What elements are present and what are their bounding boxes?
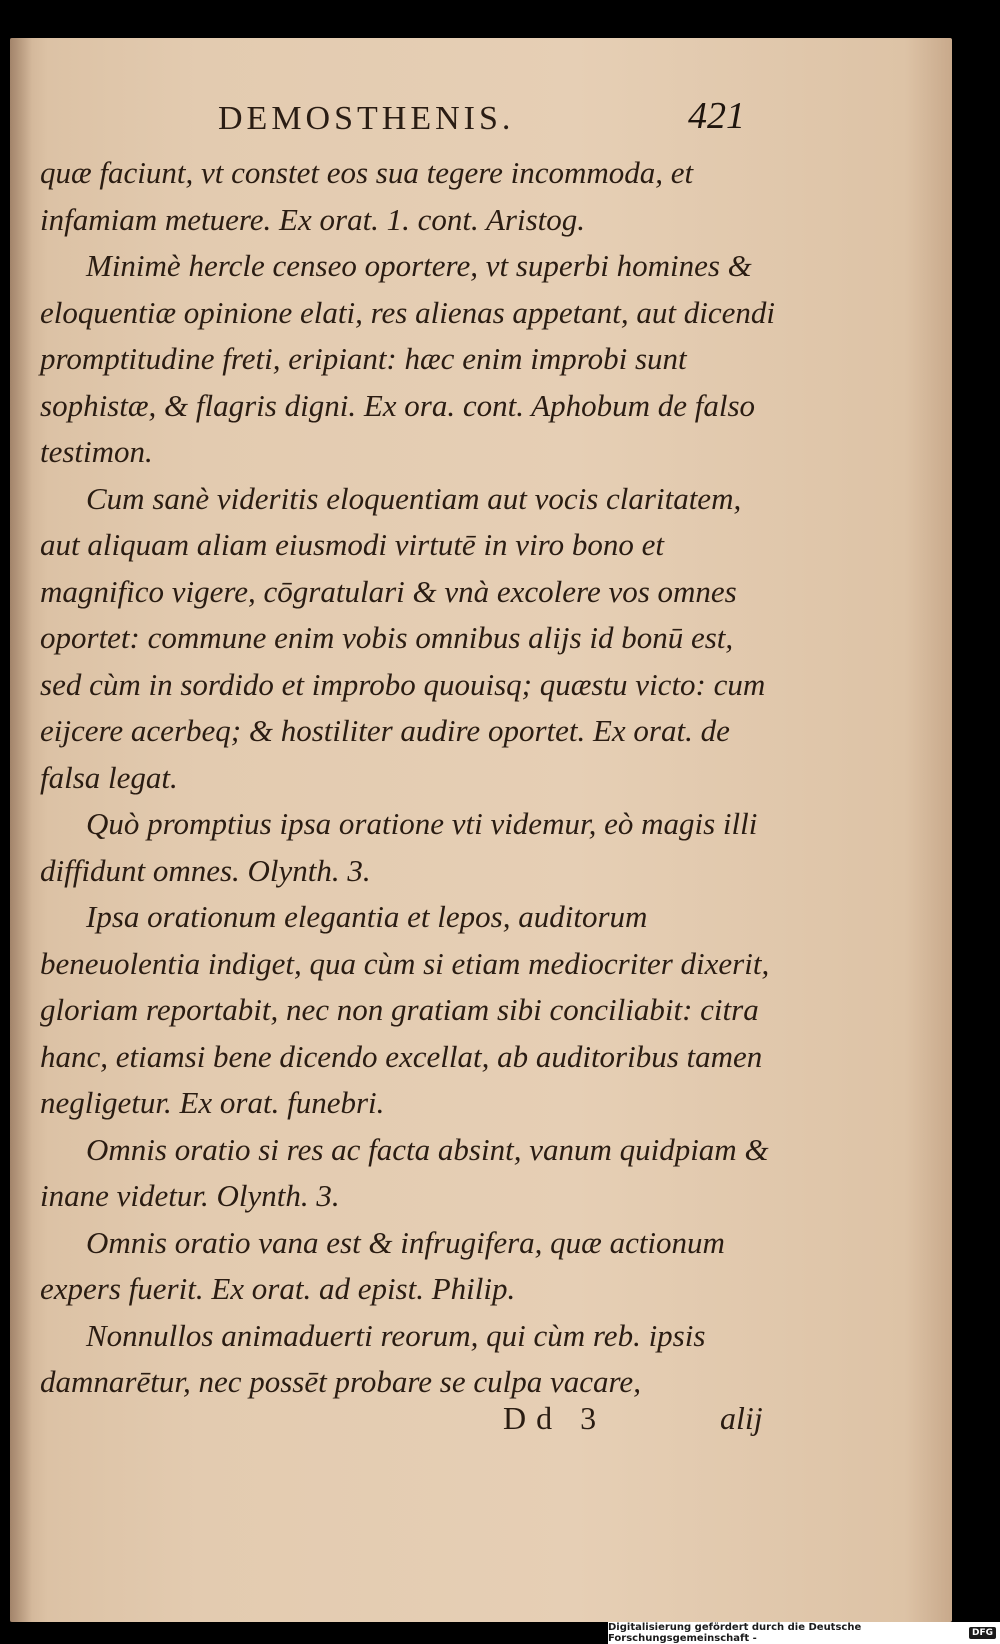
- paragraph: Minimè hercle censeo oportere, vt superbi homines & eloquentiæ opinione elati, res alienas appetant, aut dicendi promptitudine freti, eripiant: hæc enim improbi sunt sophistæ, & flagris digni. Ex ora. cont. Aphobum de falso testimon.: [40, 248, 775, 469]
- paragraph: Quò promptius ipsa oratione vti videmur, eò magis illi diffidunt omnes. Olynth. 3.: [40, 806, 758, 888]
- gutter-shadow: [10, 38, 32, 1622]
- page-header: [10, 95, 952, 150]
- paragraph: Omnis oratio vana est & infrugifera, quæ actionum expers fuerit. Ex orat. ad epist. Philip.: [40, 1224, 725, 1306]
- signature-mark: Dd 3: [503, 1400, 607, 1436]
- paragraph: quæ faciunt, vt constet eos sua tegere incommoda, et infamiam metuere. Ex orat. 1. cont. Aristog.: [40, 155, 694, 237]
- paragraph: Ipsa orationum elegantia et lepos, auditorum beneuolentia indiget, qua cùm si etiam mediocriter dixerit, gloriam reportabit, nec non gratiam sibi conciliabit: citra hanc, etiamsi bene dicendo excellat, ab auditoribus tamen negligetur. Ex orat. funebri.: [40, 899, 770, 1120]
- paragraph: Omnis oratio si res ac facta absint, vanum quidpiam & inane videtur. Olynth. 3.: [40, 1131, 769, 1213]
- digitization-credit: [608, 1622, 1000, 1644]
- catchword: alij: [720, 1400, 763, 1436]
- body-text: [40, 150, 782, 1406]
- dfg-logo-icon: DFG: [969, 1627, 996, 1639]
- paragraph: Cum sanè videritis eloquentiam aut vocis claritatem, aut aliquam aliam eiusmodi virtutē in viro bono et magnifico vigere, cōgratulari & vnà excolere vos omnes oportet: commune enim vobis omnibus alijs id bonū est, sed cùm in sordido et improbo quouisq; quæstu victo: cum eijcere acerbeq; & hostiliter audire oportet. Ex orat. de falsa legat.: [40, 480, 766, 795]
- book-page: [10, 38, 952, 1622]
- running-title: DEMOSTHENIS.: [218, 100, 515, 137]
- page-number: 421: [688, 95, 745, 137]
- paragraph: Nonnullos animaduerti reorum, qui cùm reb. ipsis damnarētur, nec possēt probare se culpa vacare,: [40, 1317, 706, 1399]
- page-footer: [10, 1400, 952, 1450]
- credit-text: Digitalisierung gefördert durch die Deutsche Forschungsgemeinschaft -: [608, 1622, 862, 1644]
